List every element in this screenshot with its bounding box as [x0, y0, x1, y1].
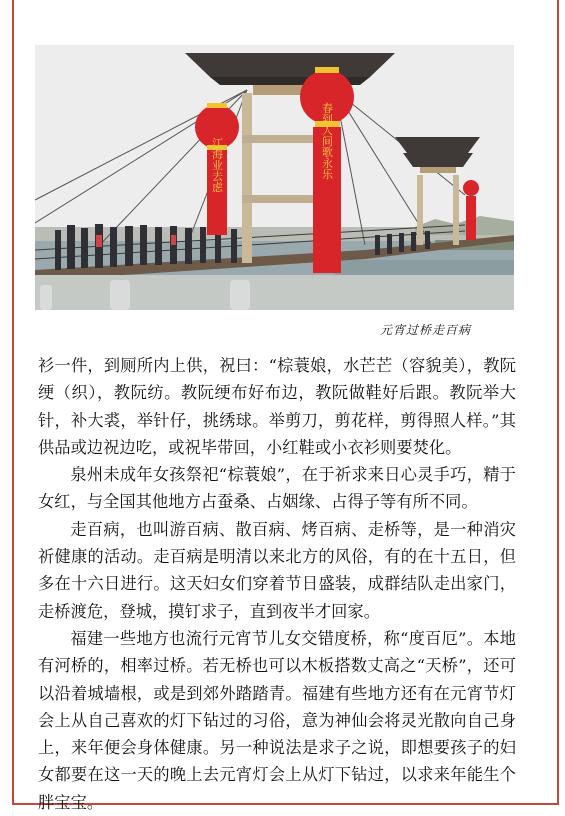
bridge-scene-illustration — [35, 45, 514, 310]
bridge-photo — [35, 45, 514, 310]
article-body — [38, 352, 516, 816]
page-border-right — [557, 0, 559, 805]
lantern-right-text: 春到人间歌永乐 — [320, 102, 334, 180]
paragraph-1: 衫一件，到厕所内上供，祝曰：“棕蓑娘，水芒芒（容貌美），教阮绠（织），教阮纺。教阮绠布好布边，教阮做鞋好后跟。教阮举大针，补大裘，举针仔，挑绣球。举剪刀，剪花样，剪得照人样。”其供品或边祝边吃，或祝毕带回，小红鞋或小衣衫则要焚化。 — [38, 356, 516, 457]
paragraph-4: 福建一些地方也流行元宵节儿女交错度桥，称“度百厄”。本地有河桥的，相率过桥。若无桥也可以木板搭数丈高之“天桥”，还可以沿着城墙根，或是到郊外踏踏青。福建有些地方还有在元宵节灯会上从自己喜欢的灯下钻过的习俗，意为神仙会将灵光散向自己身上，来年便会身体健康。另一种说法是求子之说，即想要孩子的妇女都要在这一天的晚上去元宵灯会上从灯下钻过，以求来年能生个胖宝宝。 — [38, 628, 516, 812]
page-border-left — [12, 0, 14, 805]
paragraph-2: 泉州未成年女孩祭祀“棕蓑娘”，在于祈求来日心灵手巧，精于女红，与全国其他地方占蚕桑、占姻缘、占得子等有所不同。 — [38, 465, 516, 512]
photo-caption: 元宵过桥走百病 — [380, 323, 472, 337]
paragraph-3: 走百病，也叫游百病、散百病、烤百病、走桥等，是一种消灾祈健康的活动。走百病是明清以来北方的风俗，有的在十五日，但多在十六日进行。这天妇女们穿着节日盛装，成群结队走出家门，走桥渡危，登城，摸钉求子，直到夜半才回家。 — [38, 519, 516, 621]
lantern-left-text: 江海业去虑 — [210, 137, 224, 193]
